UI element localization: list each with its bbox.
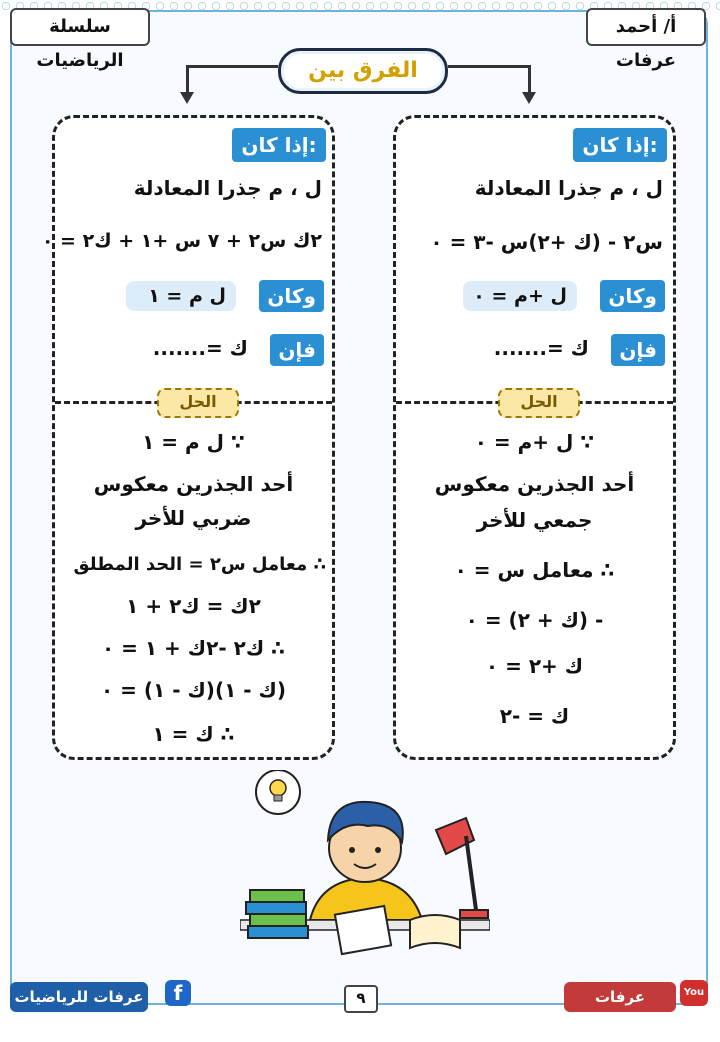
solution-line-2: أحد الجذرين معكوس bbox=[434, 472, 635, 496]
if-label: إذا كان: bbox=[573, 128, 667, 162]
solution-line-4: ∴ معامل س = ٠ bbox=[454, 558, 615, 582]
bracket-right bbox=[448, 65, 530, 68]
left-card bbox=[41, 115, 335, 760]
roots-line: ل ، م جذرا المعادلة bbox=[474, 176, 663, 200]
and-label: وكان bbox=[259, 280, 324, 312]
solution-label: الحل bbox=[157, 388, 239, 418]
then-label: فإن bbox=[611, 334, 665, 366]
solution-line-6: ∴ ك٢ -٢ك + ١ = ٠ bbox=[101, 636, 286, 660]
author-label: أ/ أحمد عرفات bbox=[586, 8, 706, 46]
open-book bbox=[410, 915, 460, 948]
solution-line-7: (ك - ١)(ك - ١) = ٠ bbox=[100, 678, 287, 702]
arrow-right-head bbox=[522, 92, 536, 104]
solution-line-3: ضربي للأخر bbox=[135, 506, 252, 530]
arrow-left-stem bbox=[186, 65, 189, 95]
condition: ل +م = ٠ bbox=[463, 281, 577, 311]
solution-line-8: ∴ ك = ١ bbox=[152, 722, 235, 746]
condition: ل م = ١ bbox=[126, 281, 236, 311]
roots-line: ل ، م جذرا المعادلة bbox=[133, 176, 322, 200]
solution-label: الحل bbox=[498, 388, 580, 418]
series-label: سلسلة الرياضيات bbox=[10, 8, 150, 46]
desk-lamp bbox=[436, 818, 488, 918]
find-value: ك =....... bbox=[152, 336, 248, 360]
solution-line-7: ك = -٢ bbox=[499, 704, 570, 728]
then-label: فإن bbox=[270, 334, 324, 366]
paper bbox=[335, 906, 391, 954]
right-card bbox=[393, 115, 676, 760]
find-value: ك =....... bbox=[493, 336, 589, 360]
page-title: الفرق بين bbox=[278, 48, 448, 94]
youtube-icon[interactable]: You Tube bbox=[680, 980, 708, 1006]
solution-line-4: ∴ معامل س٢ = الحد المطلق bbox=[73, 554, 326, 575]
solution-line-2: أحد الجذرين معكوس bbox=[93, 472, 294, 496]
solution-line-1: ∵ ل م = ١ bbox=[142, 430, 245, 454]
facebook-icon[interactable]: f bbox=[165, 980, 191, 1006]
equation: س٢ - (ك +٢)س -٣ = ٠ bbox=[430, 230, 663, 254]
solution-line-5: ٢ك = ك٢ + ١ bbox=[126, 594, 261, 618]
solution-line-6: ك +٢ = ٠ bbox=[485, 654, 584, 678]
arrow-right-stem bbox=[528, 65, 531, 95]
solution-line-3: جمعي للأخر bbox=[476, 508, 593, 532]
equation: ٢ك س٢ + ٧ س +١ + ك٢ = ٠ bbox=[41, 230, 322, 252]
and-label: وكان bbox=[600, 280, 665, 312]
if-label: إذا كان: bbox=[232, 128, 326, 162]
brand-right: عرفات للرياضيات bbox=[564, 982, 676, 1012]
arrow-left-head bbox=[180, 92, 194, 104]
brand-left: عرفات للرياضيات bbox=[10, 982, 148, 1012]
page-number: ٩ bbox=[344, 985, 378, 1013]
student-illustration bbox=[240, 770, 490, 970]
books-stack bbox=[246, 890, 308, 938]
solution-line-5: - (ك + ٢) = ٠ bbox=[465, 608, 604, 632]
bracket-left bbox=[187, 65, 278, 68]
solution-line-1: ∵ ل +م = ٠ bbox=[474, 430, 595, 454]
